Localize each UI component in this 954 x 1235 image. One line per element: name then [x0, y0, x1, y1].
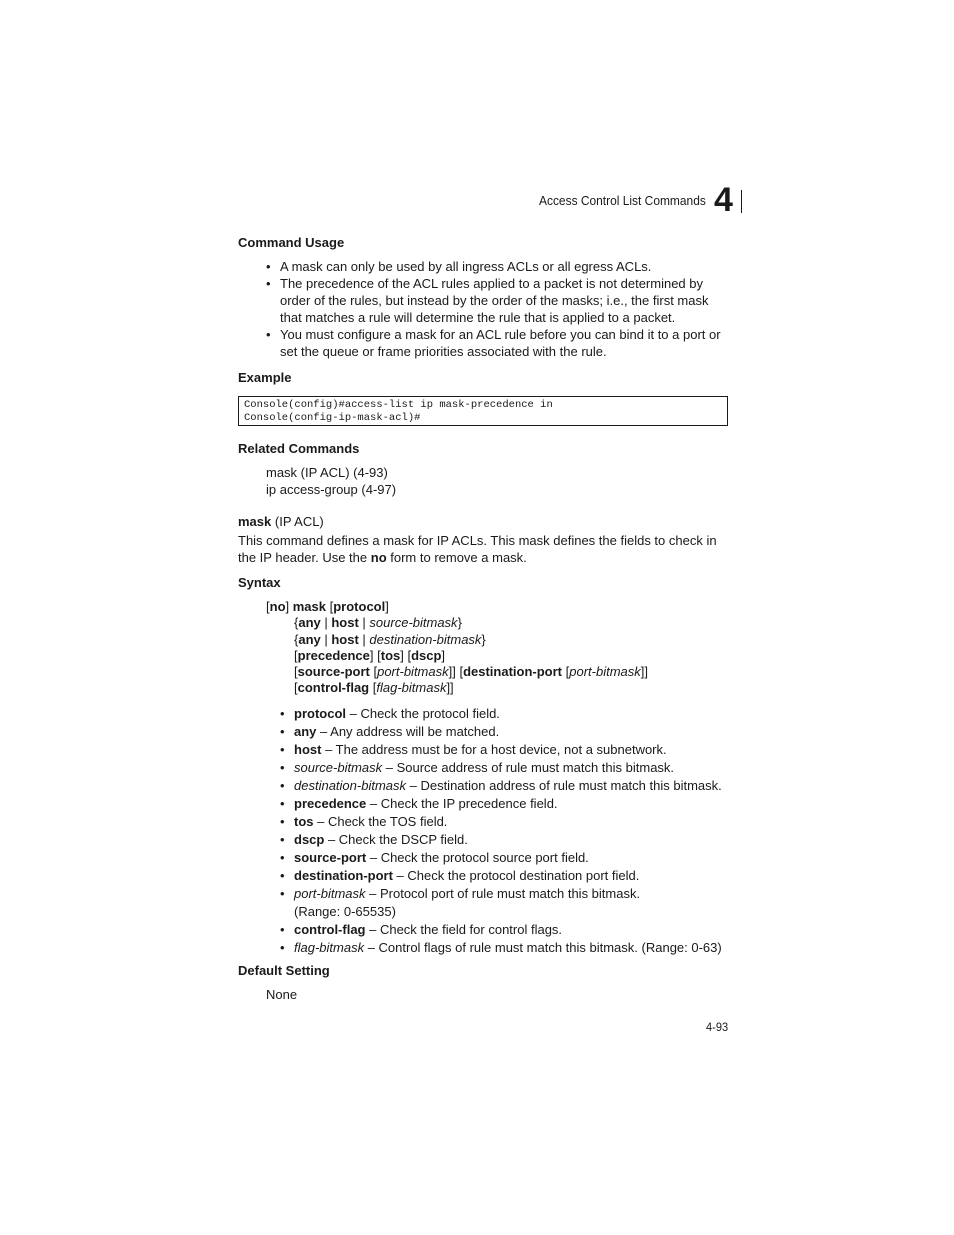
syntax-line: [no] mask [protocol]	[266, 599, 389, 614]
description-text: This command defines a mask for IP ACLs. This mask defines the fields to check in the IP header. Use the	[238, 533, 717, 565]
parameter-term: destination-bitmask	[294, 778, 406, 793]
related-commands-heading: Related Commands	[238, 441, 360, 456]
command-description	[238, 532, 730, 566]
parameter-term: source-port	[294, 850, 367, 865]
code-line: Console(config-ip-mask-acl)#	[244, 412, 421, 424]
syntax-parameter-item	[280, 849, 740, 867]
syntax-parameter-item	[280, 885, 740, 921]
parameter-description: – Check the TOS field.	[313, 814, 448, 829]
related-command-item: mask (IP ACL) (4-93)	[266, 465, 388, 480]
syntax-parameter-item	[280, 741, 740, 759]
parameter-description: – The address must be for a host device, not a subnetwork.	[321, 742, 667, 757]
syntax-parameter-item	[280, 759, 740, 777]
syntax-parameter-item	[280, 831, 740, 849]
chapter-divider	[741, 190, 742, 213]
description-text: form to remove a mask.	[386, 550, 527, 565]
parameter-range: (Range: 0-65535)	[294, 904, 396, 919]
syntax-parameter-list	[280, 705, 740, 957]
parameter-description: – Protocol port of rule must match this bitmask.	[365, 886, 641, 901]
parameter-description: – Control flags of rule must match this bitmask. (Range: 0-63)	[364, 940, 722, 955]
default-setting-value: None	[266, 987, 298, 1002]
parameter-term: source-bitmask	[294, 760, 383, 775]
syntax-parameter-item	[280, 777, 740, 795]
parameter-term: destination-port	[294, 868, 393, 883]
syntax-line: [precedence] [tos] [dscp]	[294, 647, 446, 663]
parameter-description: – Check the DSCP field.	[324, 832, 468, 847]
parameter-description: – Check the protocol source port field.	[366, 850, 589, 865]
syntax-parameter-item	[280, 939, 740, 957]
code-example-box	[238, 396, 728, 426]
parameter-term: port-bitmask	[294, 886, 366, 901]
parameter-description: – Check the IP precedence field.	[366, 796, 558, 811]
default-setting-heading: Default Setting	[238, 963, 330, 978]
parameter-term: protocol	[294, 706, 346, 721]
parameter-description: – Check the protocol field.	[346, 706, 500, 721]
syntax-block	[266, 599, 648, 697]
chapter-number: 4	[714, 181, 733, 219]
list-item: • The precedence of the ACL rules applied to a packet is not determined by order of the rules, but instead by the order of the masks; i.e., the first mask that matches a rule will determine the rule that is applied to a packet.	[266, 275, 730, 326]
code-line: Console(config)#access-list ip mask-precedence in	[244, 399, 553, 411]
description-keyword: no	[370, 550, 387, 565]
parameter-description: – Source address of rule must match this bitmask.	[382, 760, 675, 775]
syntax-parameter-item	[280, 921, 740, 939]
parameter-term: control-flag	[294, 922, 366, 937]
parameter-description: – Destination address of rule must match this bitmask.	[406, 778, 722, 793]
parameter-term: host	[294, 742, 322, 757]
parameter-term: precedence	[294, 796, 367, 811]
command-name: mask	[238, 514, 272, 529]
command-title	[238, 514, 324, 529]
syntax-parameter-item	[280, 795, 740, 813]
syntax-line: {any | host | source-bitmask}	[294, 615, 462, 631]
parameter-term: tos	[294, 814, 314, 829]
running-header-title: Access Control List Commands	[539, 193, 706, 208]
syntax-parameter-item	[280, 705, 740, 723]
parameter-term: flag-bitmask	[294, 940, 365, 955]
related-commands-list	[266, 465, 396, 498]
related-command-item: ip access-group (4-97)	[266, 481, 397, 497]
syntax-line: {any | host | destination-bitmask}	[294, 631, 486, 647]
code-block	[244, 399, 553, 425]
parameter-description: – Check the protocol destination port field.	[392, 868, 640, 883]
example-heading: Example	[238, 370, 292, 385]
list-item: • You must configure a mask for an ACL rule before you can bind it to a port or set the queue or frame priorities associated with the rule.	[266, 326, 730, 360]
syntax-parameter-item	[280, 867, 740, 885]
parameter-description: – Check the field for control flags.	[365, 922, 563, 937]
syntax-line: [source-port [port-bitmask]] [destination-port [port-bitmask]]	[294, 664, 649, 680]
list-item: • A mask can only be used by all ingress ACLs or all egress ACLs.	[266, 258, 730, 275]
syntax-line: [control-flag [flag-bitmask]]	[294, 680, 454, 696]
syntax-parameter-item	[280, 723, 740, 741]
parameter-term: any	[294, 724, 317, 739]
command-usage-list	[266, 258, 730, 360]
parameter-term: dscp	[294, 832, 325, 847]
parameter-description: – Any address will be matched.	[316, 724, 500, 739]
command-usage-heading: Command Usage	[238, 235, 345, 250]
command-context: (IP ACL)	[274, 514, 324, 529]
syntax-parameter-item	[280, 813, 740, 831]
page-number: 4-93	[706, 1020, 729, 1034]
syntax-heading: Syntax	[238, 575, 281, 590]
